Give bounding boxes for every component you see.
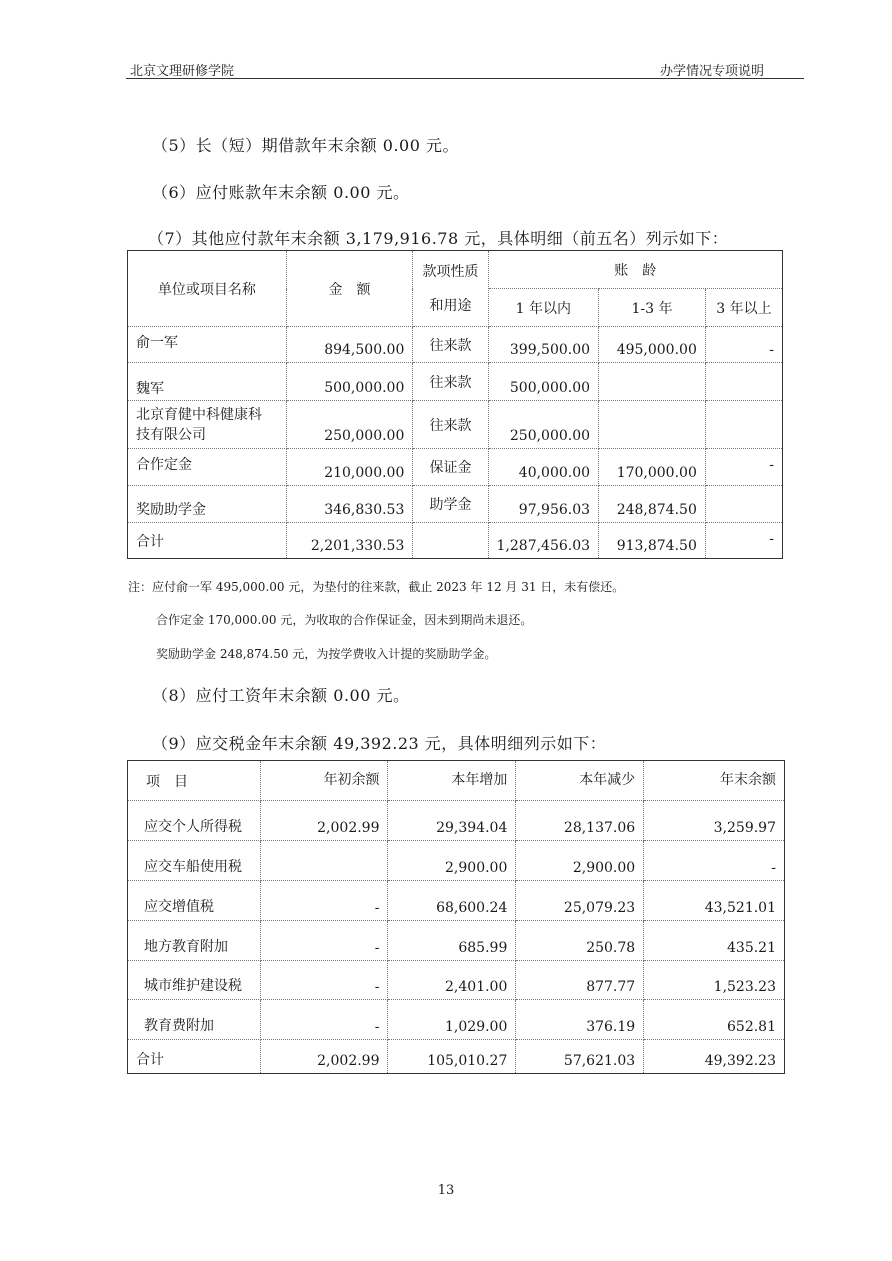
cell-opening-balance: - — [260, 961, 388, 1000]
cell-nature: 往来款 — [413, 363, 488, 401]
cell-name: 魏军 — [128, 363, 287, 401]
note-line-3: 奖励助学金 248,874.50 元，为按学费收入计提的奖励助学金。 — [156, 647, 497, 661]
cell-1-to-3-years: 495,000.00 — [599, 327, 706, 363]
cell-closing-balance: 49,392.23 — [644, 1040, 785, 1074]
cell-increase: 685.99 — [388, 921, 516, 961]
header-amount: 金 额 — [286, 251, 413, 327]
header-opening-balance: 年初余额 — [260, 761, 388, 801]
cell-within-1-year: 40,000.00 — [488, 449, 599, 486]
paragraph-other-payables: （7）其他应付款年末余额 3,179,916.78 元，具体明细（前五名）列示如下： — [148, 229, 729, 248]
cell-amount: 250,000.00 — [286, 401, 413, 449]
cell-opening-balance: - — [260, 1000, 388, 1040]
cell-closing-balance: 43,521.01 — [644, 881, 785, 921]
header-1-to-3-years: 1-3 年 — [599, 289, 706, 327]
cell-within-1-year: 97,956.03 — [488, 486, 599, 523]
cell-decrease: 877.77 — [516, 961, 644, 1000]
table-row — [128, 881, 785, 921]
cell-increase: 2,900.00 — [388, 841, 516, 881]
cell-opening-balance: - — [260, 921, 388, 961]
cell-within-1-year: 399,500.00 — [488, 327, 599, 363]
cell-decrease: 250.78 — [516, 921, 644, 961]
cell-amount: 346,830.53 — [286, 486, 413, 523]
header-name: 单位或项目名称 — [128, 251, 287, 327]
header-within-1-year: 1 年以内 — [488, 289, 599, 327]
cell-closing-balance: 3,259.97 — [644, 801, 785, 841]
cell-nature: 助学金 — [413, 486, 488, 523]
taxes-payable-table — [127, 760, 785, 1074]
cell-decrease: 25,079.23 — [516, 881, 644, 921]
table-row-total — [128, 1040, 785, 1074]
cell-increase: 68,600.24 — [388, 881, 516, 921]
header-decrease: 本年减少 — [516, 761, 644, 801]
cell-item: 地方教育附加 — [128, 921, 261, 961]
cell-over-3-years: - — [705, 523, 782, 559]
cell-name: 合计 — [128, 523, 287, 559]
cell-increase: 1,029.00 — [388, 1000, 516, 1040]
cell-name: 北京育健中科健康科技有限公司 — [128, 401, 287, 449]
cell-item: 城市维护建设税 — [128, 961, 261, 1000]
cell-name: 奖励助学金 — [128, 486, 287, 523]
header-nature: 款项性质 和用途 — [413, 251, 488, 327]
header-item: 项 目 — [128, 761, 261, 801]
table-row — [128, 363, 783, 401]
paragraph-loans: （5）长（短）期借款年末余额 0.00 元。 — [152, 136, 459, 155]
cell-nature: 往来款 — [413, 401, 488, 449]
table-row — [128, 921, 785, 961]
table-row — [128, 961, 785, 1000]
paragraph-taxes-payable: （9）应交税金年末余额 49,392.23 元，具体明细列示如下： — [152, 734, 607, 753]
table-row — [128, 327, 783, 363]
page-number: 13 — [437, 1183, 455, 1198]
cell-1-to-3-years: 913,874.50 — [599, 523, 706, 559]
cell-item: 合计 — [128, 1040, 261, 1074]
cell-within-1-year: 250,000.00 — [488, 401, 599, 449]
cell-closing-balance: 435.21 — [644, 921, 785, 961]
cell-closing-balance: 652.81 — [644, 1000, 785, 1040]
cell-within-1-year: 500,000.00 — [488, 363, 599, 401]
cell-increase: 2,401.00 — [388, 961, 516, 1000]
cell-over-3-years: - — [705, 449, 782, 486]
cell-increase: 29,394.04 — [388, 801, 516, 841]
cell-nature — [413, 523, 488, 559]
table-row — [128, 449, 783, 486]
cell-closing-balance: 1,523.23 — [644, 961, 785, 1000]
cell-decrease: 28,137.06 — [516, 801, 644, 841]
cell-opening-balance: - — [260, 881, 388, 921]
cell-over-3-years — [705, 486, 782, 523]
cell-amount: 2,201,330.53 — [286, 523, 413, 559]
table-row — [128, 1000, 785, 1040]
paragraph-wages-payable: （8）应付工资年末余额 0.00 元。 — [152, 686, 410, 705]
table-row — [128, 841, 785, 881]
cell-amount: 894,500.00 — [286, 327, 413, 363]
header-closing-balance: 年末余额 — [644, 761, 785, 801]
cell-nature: 往来款 — [413, 327, 488, 363]
header-doc-title: 办学情况专项说明 — [659, 64, 764, 79]
cell-item: 应交个人所得税 — [128, 801, 261, 841]
cell-item: 应交车船使用税 — [128, 841, 261, 881]
cell-over-3-years — [705, 363, 782, 401]
cell-amount: 500,000.00 — [286, 363, 413, 401]
header-increase: 本年增加 — [388, 761, 516, 801]
cell-closing-balance: - — [644, 841, 785, 881]
cell-increase: 105,010.27 — [388, 1040, 516, 1074]
table-row — [128, 486, 783, 523]
cell-nature: 保证金 — [413, 449, 488, 486]
cell-decrease: 2,900.00 — [516, 841, 644, 881]
cell-over-3-years — [705, 401, 782, 449]
table-row-total — [128, 523, 783, 559]
header-org-name: 北京文理研修学院 — [130, 64, 235, 79]
cell-decrease: 57,621.03 — [516, 1040, 644, 1074]
cell-decrease: 376.19 — [516, 1000, 644, 1040]
cell-opening-balance: 2,002.99 — [260, 1040, 388, 1074]
page-header — [126, 58, 804, 79]
table-row — [128, 801, 785, 841]
cell-1-to-3-years — [599, 363, 706, 401]
cell-name: 俞一军 — [128, 327, 287, 363]
cell-1-to-3-years: 170,000.00 — [599, 449, 706, 486]
cell-item: 教育费附加 — [128, 1000, 261, 1040]
cell-amount: 210,000.00 — [286, 449, 413, 486]
header-over-3-years: 3 年以上 — [705, 289, 782, 327]
paragraph-accounts-payable: （6）应付账款年末余额 0.00 元。 — [152, 183, 410, 202]
note-line-2: 合作定金 170,000.00 元，为收取的合作保证金，因未到期尚未退还。 — [156, 613, 533, 627]
table-row — [128, 401, 783, 449]
note-line-1: 注：应付俞一军 495,000.00 元，为垫付的往来款，截止 2023 年 12 月 31 日，未有偿还。 — [128, 580, 625, 594]
cell-opening-balance — [260, 841, 388, 881]
cell-1-to-3-years: 248,874.50 — [599, 486, 706, 523]
cell-name: 合作定金 — [128, 449, 287, 486]
cell-opening-balance: 2,002.99 — [260, 801, 388, 841]
cell-within-1-year: 1,287,456.03 — [488, 523, 599, 559]
cell-over-3-years: - — [705, 327, 782, 363]
header-aging: 账 龄 — [488, 251, 782, 289]
cell-item: 应交增值税 — [128, 881, 261, 921]
cell-1-to-3-years — [599, 401, 706, 449]
other-payables-table — [127, 250, 783, 559]
